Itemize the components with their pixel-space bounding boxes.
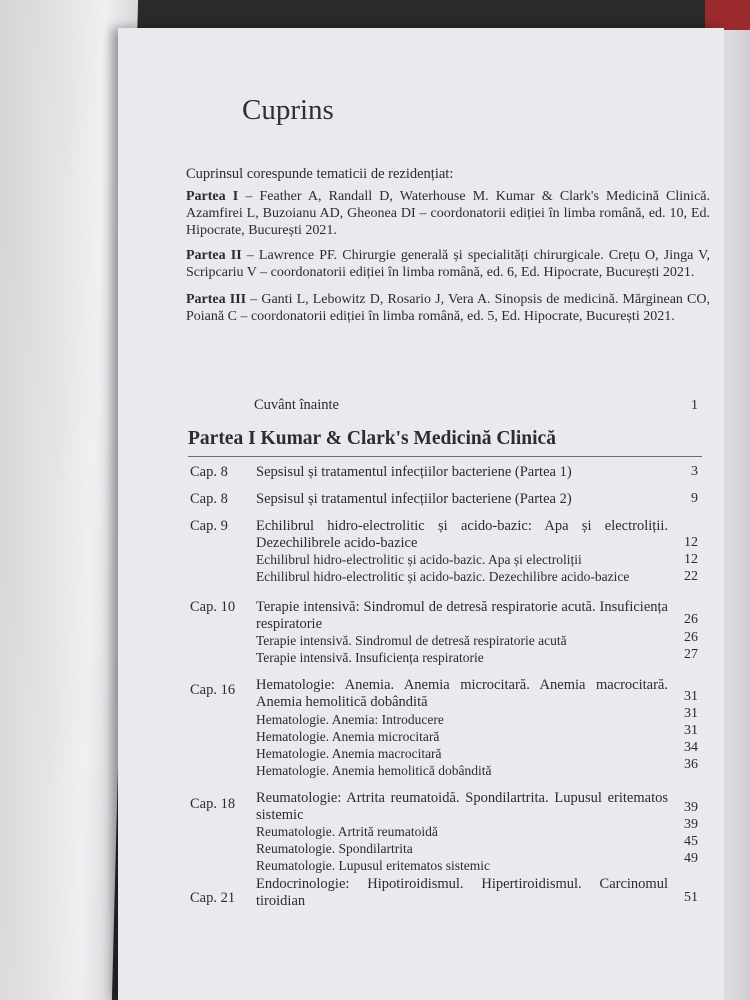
subchapter-page: 22: [684, 569, 698, 584]
subchapter-page: 26: [684, 630, 698, 645]
chapter-number: Cap. 9: [190, 518, 228, 534]
subchapter-page: 34: [684, 740, 698, 755]
chapter-title[interactable]: Sepsisul și tratamentul infecțiilor bacteriene (Partea 2): [256, 491, 572, 507]
subchapter-title[interactable]: Terapie intensivă. Sindromul de detresă respiratorie acută: [256, 633, 567, 648]
chapter-number: Cap. 18: [190, 796, 236, 812]
chapter-page: 39: [684, 800, 698, 815]
subchapter-page: 39: [684, 817, 698, 832]
subchapter-page: 27: [684, 647, 698, 662]
book-page: [118, 28, 724, 1000]
subchapter-title[interactable]: Terapie intensivă. Insuficiența respiratorie: [256, 650, 484, 665]
subchapter-page: 49: [684, 851, 698, 866]
subchapter-page: 31: [684, 706, 698, 721]
foreword-label[interactable]: Cuvânt înainte: [254, 397, 339, 413]
part-heading: Partea I Kumar & Clark's Medicină Clinică: [188, 428, 556, 449]
source-label: Partea III: [186, 292, 247, 307]
subchapter-title[interactable]: Echilibrul hidro-electrolitic și acido-bazic. Apa și electroliții: [256, 552, 582, 567]
divider: [188, 456, 702, 457]
chapter-number: Cap. 16: [190, 682, 236, 698]
chapter-title[interactable]: Hematologie: Anemia. Anemia microcitară. Anemia macrocitară. Anemia hemolitică dobândită: [256, 677, 668, 710]
source-text: – Lawrence PF. Chirurgie generală și specialități chirurgicale. Crețu O, Jinga V, Scripcariu V – coordonatorii ediției în limba română, ed. 6, Ed. Hipocrate, București 2021.: [186, 248, 710, 280]
subchapter-title[interactable]: Reumatologie. Lupusul eritematos sistemic: [256, 858, 490, 873]
chapter-title[interactable]: Endocrinologie: Hipotiroidismul. Hipertiroidismul. Carcinomul tiroidian: [256, 876, 668, 909]
chapter-title[interactable]: Sepsisul și tratamentul infecțiilor bacteriene (Partea 1): [256, 464, 572, 480]
chapter-page: 26: [684, 612, 698, 627]
subchapter-page: 31: [684, 723, 698, 738]
foreword-page: 1: [691, 398, 698, 413]
source-text: – Ganti L, Lebowitz D, Rosario J, Vera A. Sinopsis de medicină. Mărginean CO, Poiană C – coordonatorii ediției în limba română, ed. 5, Ed. Hipocrate, București 2021.: [186, 292, 710, 324]
subchapter-title[interactable]: Hematologie. Anemia: Introducere: [256, 712, 444, 727]
subchapter-title[interactable]: Echilibrul hidro-electrolitic și acido-bazic. Dezechilibre acido-bazice: [256, 569, 630, 584]
chapter-page: 51: [684, 890, 698, 905]
intro-text: Cuprinsul corespunde tematicii de rezidențiat:: [186, 166, 454, 182]
subchapter-page: 36: [684, 757, 698, 772]
chapter-number: Cap. 8: [190, 491, 228, 507]
source-label: Partea I: [186, 189, 239, 204]
subchapter-title[interactable]: Hematologie. Anemia macrocitară: [256, 746, 442, 761]
chapter-number: Cap. 8: [190, 464, 228, 480]
chapter-number: Cap. 21: [190, 890, 236, 906]
subchapter-title[interactable]: Reumatologie. Artrită reumatoidă: [256, 824, 438, 839]
chapter-title[interactable]: Echilibrul hidro-electrolitic și acido-bazic: Apa și electroliții. Dezechilibrele acido-bazice: [256, 518, 668, 551]
chapter-page: 3: [691, 464, 698, 479]
subchapter-page: 45: [684, 834, 698, 849]
chapter-page: 12: [684, 535, 698, 550]
subchapter-title[interactable]: Hematologie. Anemia hemolitică dobândită: [256, 763, 492, 778]
chapter-page: 9: [691, 491, 698, 506]
subchapter-page: 12: [684, 552, 698, 567]
subchapter-title[interactable]: Reumatologie. Spondilartrita: [256, 841, 413, 856]
chapter-page: 31: [684, 689, 698, 704]
chapter-number: Cap. 10: [190, 599, 236, 615]
source-text: – Feather A, Randall D, Waterhouse M. Kumar & Clark's Medicină Clinică. Azamfirei L, Buzoianu AD, Gheonea DI – coordonatorii ediției în limba română, ed. 10, Ed. Hipocrate, București 2021.: [186, 189, 710, 238]
source-partea-2: [186, 247, 710, 281]
source-partea-3: [186, 291, 710, 325]
subchapter-title[interactable]: Hematologie. Anemia microcitară: [256, 729, 440, 744]
page-title: Cuprins: [242, 94, 334, 126]
source-label: Partea II: [186, 248, 242, 263]
chapter-title[interactable]: Reumatologie: Artrita reumatoidă. Spondilartrita. Lupusul eritematos sistemic: [256, 790, 668, 823]
chapter-title[interactable]: Terapie intensivă: Sindromul de detresă respiratorie acută. Insuficiența respiratorie: [256, 599, 668, 632]
source-partea-1: [186, 188, 710, 239]
